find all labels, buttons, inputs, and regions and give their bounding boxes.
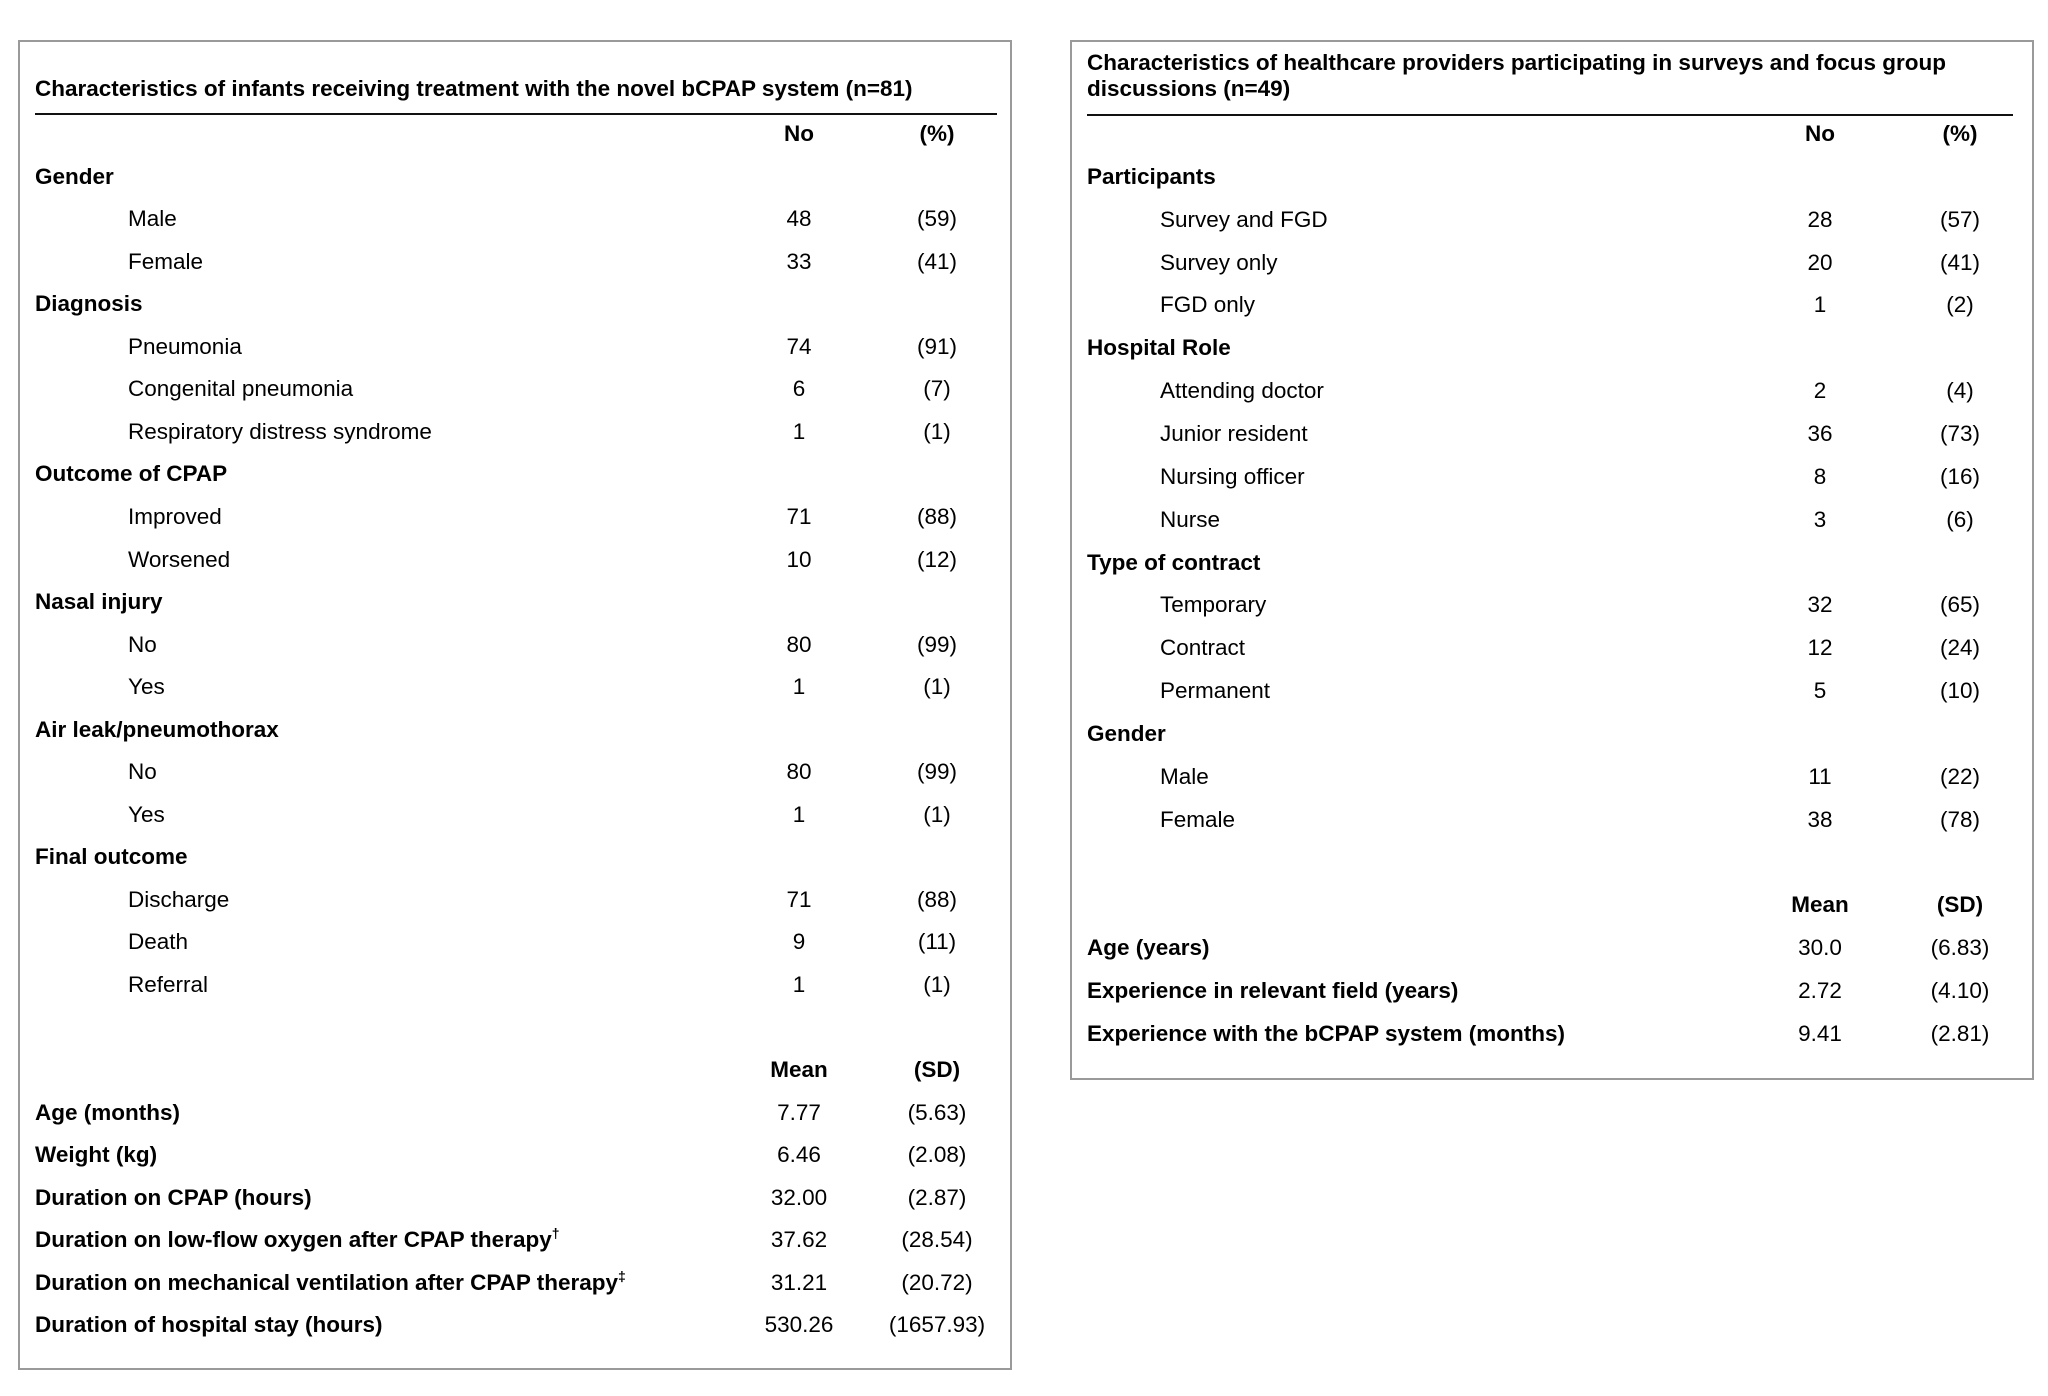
column-header-row	[1072, 117, 2032, 151]
stats-label	[1087, 1017, 1565, 1051]
table-row	[20, 415, 1010, 449]
row-label: Congenital pneumonia	[128, 376, 354, 402]
table-row	[20, 543, 1010, 577]
section-heading-row	[20, 713, 1010, 747]
table-row	[20, 500, 1010, 534]
row-label: Attending doctor	[1160, 378, 1324, 404]
row-percent: (73)	[1939, 420, 1980, 446]
section-heading-row	[20, 457, 1010, 491]
stats-label-text: Age (years)	[1087, 935, 1210, 961]
table-row	[20, 372, 1010, 406]
row-label: Survey and FGD	[1160, 206, 1328, 232]
row-count: 8	[1813, 463, 1827, 489]
stats-label	[35, 1308, 383, 1342]
row-label: Female	[1160, 806, 1236, 832]
column-header-pct: (%)	[919, 121, 955, 146]
stats-row	[20, 1223, 1010, 1257]
row-percent: (99)	[916, 759, 957, 785]
row-percent: (59)	[916, 206, 957, 232]
row-count: 1	[1813, 292, 1827, 318]
table-row	[1072, 588, 2032, 622]
row-label: No	[128, 759, 157, 785]
row-count: 80	[786, 631, 812, 657]
row-percent: (24)	[1939, 635, 1980, 661]
table-row	[20, 798, 1010, 832]
table-row	[1072, 246, 2032, 280]
row-percent: (10)	[1939, 678, 1980, 704]
stats-row	[1072, 974, 2032, 1008]
row-count: 48	[786, 206, 812, 232]
table-row	[20, 245, 1010, 279]
stats-label	[35, 1138, 157, 1172]
row-count: 1	[792, 418, 806, 444]
row-percent: (1)	[923, 674, 951, 700]
row-count: 36	[1807, 420, 1833, 446]
row-label: Temporary	[1160, 592, 1267, 618]
row-count: 1	[792, 972, 806, 997]
row-count: 80	[786, 759, 812, 785]
stats-mean: 2.72	[1798, 978, 1842, 1003]
row-label: Respiratory distress syndrome	[128, 418, 432, 444]
section-heading-row	[1072, 160, 2032, 194]
row-count: 2	[1813, 378, 1827, 404]
stats-label	[1087, 974, 1458, 1008]
row-label: No	[128, 631, 157, 657]
section-label: Air leak/pneumothorax	[35, 716, 279, 742]
stats-row	[20, 1096, 1010, 1130]
row-label: Female	[128, 248, 204, 274]
stats-row	[20, 1181, 1010, 1215]
row-count: 71	[786, 503, 812, 529]
stats-label-text: Weight (kg)	[35, 1142, 158, 1168]
column-header-no: No	[1805, 121, 1835, 146]
row-percent: (78)	[1939, 806, 1980, 832]
row-label: Male	[128, 206, 177, 232]
row-count: 33	[786, 248, 812, 274]
row-label: Pneumonia	[128, 333, 242, 359]
stats-label	[35, 1096, 180, 1130]
table-row	[20, 628, 1010, 662]
stats-mean: 530.26	[764, 1312, 834, 1338]
row-percent: (41)	[916, 248, 957, 274]
row-count: 11	[1808, 763, 1832, 789]
row-label: Nurse	[1160, 506, 1221, 532]
row-label: Male	[1160, 763, 1209, 789]
row-label: Yes	[128, 674, 165, 700]
footnote-mark: ‡	[618, 1267, 626, 1284]
row-percent: (65)	[1939, 592, 1980, 618]
stats-sd: (2.81)	[1930, 1020, 1990, 1046]
row-percent: (6)	[1946, 506, 1974, 532]
table-row	[1072, 374, 2032, 408]
table-title: Characteristics of healthcare providers participating in surveys and focus group discussions (n=49)	[1087, 50, 1946, 101]
section-heading-row	[1072, 717, 2032, 751]
stats-header-row	[1072, 888, 2032, 922]
column-header-row	[20, 117, 1010, 151]
stats-sd: (20.72)	[901, 1269, 973, 1295]
table-row	[20, 755, 1010, 789]
column-header-mean: Mean	[770, 1057, 828, 1083]
row-label: Worsened	[128, 546, 231, 572]
row-percent: (7)	[923, 376, 951, 402]
stats-row	[20, 1266, 1010, 1300]
stats-label	[1087, 931, 1210, 965]
row-count: 9	[792, 929, 806, 955]
section-label: Type of contract	[1087, 549, 1261, 575]
stats-sd: (2.87)	[907, 1184, 967, 1210]
section-heading-row	[20, 840, 1010, 874]
row-count: 71	[786, 886, 812, 912]
row-count: 1	[792, 674, 806, 700]
row-percent: (12)	[916, 546, 957, 572]
table-row	[1072, 760, 2032, 794]
row-label: Improved	[128, 503, 222, 529]
stats-sd: (1657.93)	[888, 1312, 986, 1338]
table-row	[20, 330, 1010, 364]
row-count: 28	[1807, 206, 1833, 232]
column-header-no: No	[784, 121, 814, 146]
stats-sd: (6.83)	[1930, 935, 1990, 961]
stats-sd: (2.08)	[907, 1142, 967, 1168]
section-label: Outcome of CPAP	[35, 461, 228, 487]
section-label: Nasal injury	[35, 589, 163, 615]
row-label: Referral	[128, 972, 209, 997]
stats-label-text: Duration on CPAP (hours)	[35, 1184, 312, 1210]
table-row	[1072, 288, 2032, 322]
row-label: Yes	[128, 801, 165, 827]
table-row	[1072, 460, 2032, 494]
row-label: Survey only	[1160, 249, 1278, 275]
section-heading-row	[20, 585, 1010, 619]
row-percent: (22)	[1939, 763, 1980, 789]
stats-mean: 37.62	[770, 1227, 828, 1253]
row-count: 5	[1813, 678, 1827, 704]
stats-label-text: Age (months)	[35, 1099, 180, 1125]
row-percent: (88)	[916, 503, 957, 529]
stats-mean: 7.77	[777, 1099, 821, 1125]
section-label: Diagnosis	[35, 291, 143, 317]
stats-row	[20, 1308, 1010, 1342]
header-rule	[35, 113, 997, 115]
stats-sd: (5.63)	[907, 1099, 967, 1125]
row-count: 6	[792, 376, 806, 402]
table-row	[20, 883, 1010, 917]
table-row	[20, 670, 1010, 704]
stats-row	[1072, 931, 2032, 965]
table-row	[1072, 203, 2032, 237]
row-count: 12	[1807, 635, 1833, 661]
row-percent: (16)	[1939, 463, 1980, 489]
row-count: 20	[1807, 249, 1833, 275]
row-label: Junior resident	[1160, 420, 1308, 446]
stats-label-text: Experience with the bCPAP system (months)	[1087, 1020, 1566, 1046]
row-label: Discharge	[128, 886, 230, 912]
stats-header-row	[20, 1053, 1010, 1087]
column-header-sd: (SD)	[913, 1057, 961, 1083]
table-row	[20, 925, 1010, 959]
column-header-pct: (%)	[1942, 121, 1978, 146]
stats-label-text: Duration of hospital stay (hours)	[35, 1312, 383, 1338]
stats-row	[20, 1138, 1010, 1172]
section-label: Participants	[1087, 163, 1216, 189]
row-percent: (2)	[1946, 292, 1974, 318]
row-percent: (1)	[923, 972, 951, 997]
stats-label-text: Duration on low-flow oxygen after CPAP therapy	[35, 1227, 552, 1253]
column-header-sd: (SD)	[1936, 892, 1984, 918]
section-heading-row	[20, 160, 1010, 194]
stats-mean: 32.00	[770, 1184, 828, 1210]
row-count: 74	[786, 333, 812, 359]
stats-mean: 6.46	[777, 1142, 821, 1168]
row-percent: (88)	[916, 886, 957, 912]
stats-sd: (4.10)	[1930, 978, 1990, 1003]
section-heading-row	[20, 287, 1010, 321]
stats-sd: (28.54)	[901, 1227, 973, 1253]
row-percent: (1)	[923, 801, 951, 827]
row-count: 38	[1807, 806, 1833, 832]
row-percent: (4)	[1946, 378, 1974, 404]
row-percent: (41)	[1939, 249, 1980, 275]
section-heading-row	[1072, 331, 2032, 365]
row-percent: (91)	[916, 333, 957, 359]
row-count: 1	[792, 801, 806, 827]
table-row	[1072, 631, 2032, 665]
stats-label	[35, 1266, 626, 1300]
row-percent: (11)	[917, 929, 957, 955]
stats-label-text: Duration on mechanical ventilation after CPAP therapy	[35, 1269, 619, 1295]
column-header-mean: Mean	[1791, 892, 1849, 918]
footnote-mark: †	[551, 1225, 560, 1242]
row-label: Contract	[1160, 635, 1246, 661]
table-title: Characteristics of infants receiving treatment with the novel bCPAP system (n=81)	[35, 76, 913, 101]
stats-label	[35, 1181, 312, 1215]
section-label: Gender	[35, 163, 114, 189]
stats-label	[35, 1223, 560, 1257]
row-percent: (1)	[923, 418, 951, 444]
table-row	[1072, 417, 2032, 451]
stats-label-text: Experience in relevant field (years)	[1087, 978, 1459, 1003]
section-label: Hospital Role	[1087, 335, 1231, 361]
row-count: 10	[786, 546, 812, 572]
stats-mean: 30.0	[1798, 935, 1842, 961]
table-row	[1072, 674, 2032, 708]
row-label: Death	[128, 929, 189, 955]
stats-mean: 31.21	[770, 1269, 828, 1295]
row-label: Nursing officer	[1160, 463, 1305, 489]
table-row	[1072, 503, 2032, 537]
row-label: FGD only	[1160, 292, 1256, 318]
infant-characteristics-table	[18, 40, 1012, 1370]
provider-characteristics-table	[1070, 40, 2034, 1080]
section-label: Gender	[1087, 720, 1166, 746]
row-count: 32	[1807, 592, 1833, 618]
table-row	[20, 202, 1010, 236]
row-count: 3	[1813, 506, 1827, 532]
row-percent: (57)	[1939, 206, 1980, 232]
header-rule	[1087, 114, 2013, 116]
section-heading-row	[1072, 546, 2032, 580]
stats-mean: 9.41	[1798, 1020, 1842, 1046]
table-row	[20, 968, 1010, 1002]
section-label: Final outcome	[35, 844, 188, 870]
stats-row	[1072, 1017, 2032, 1051]
row-percent: (99)	[916, 631, 957, 657]
row-label: Permanent	[1160, 678, 1271, 704]
table-row	[1072, 803, 2032, 837]
